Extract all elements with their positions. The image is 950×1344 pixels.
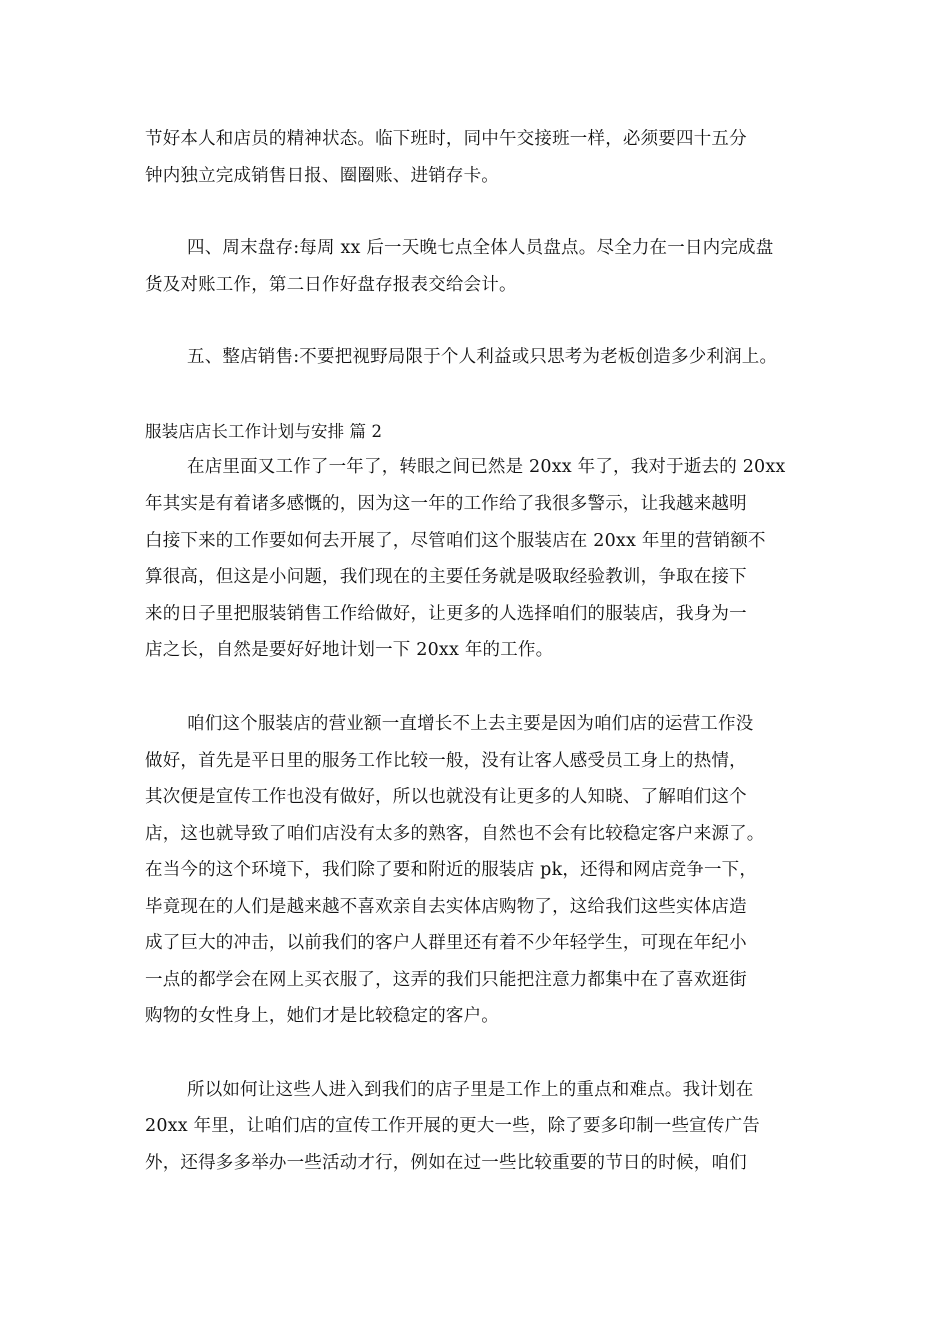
text-line: 在店里面又工作了一年了，转眼之间已然是 20xx 年了，我对于逝去的 20xx	[187, 457, 786, 477]
text-line: 20xx 年里，让咱们店的宣传工作开展的更大一些，除了要多印制一些宣传广告	[145, 1116, 760, 1136]
text-line: 店之长，自然是要好好地计划一下 20xx 年的工作。	[145, 640, 554, 660]
text-line: 在当今的这个环境下，我们除了要和附近的服装店 pk，还得和网店竞争一下，	[145, 860, 758, 880]
text-line: 节好本人和店员的精神状态。临下班时，同中午交接班一样，必须要四十五分	[145, 129, 747, 149]
text-line: 年其实是有着诸多感慨的，因为这一年的工作给了我很多警示，让我越来越明	[145, 494, 747, 514]
text-line: 外，还得多多举办一些活动才行，例如在过一些比较重要的节日的时候，咱们	[145, 1153, 747, 1173]
text-line: 四、周末盘存:每周 xx 后一天晚七点全体人员盘点。尽全力在一日内完成盘	[187, 238, 774, 258]
text-line: 其次便是宣传工作也没有做好，所以也就没有让更多的人知晓、了解咱们这个	[145, 787, 747, 807]
text-line: 来的日子里把服装销售工作给做好，让更多的人选择咱们的服装店，我身为一	[145, 604, 747, 624]
text-line: 成了巨大的冲击，以前我们的客户人群里还有着不少年轻学生，可现在年纪小	[145, 933, 747, 953]
text-line: 店，这也就导致了咱们店没有太多的熟客，自然也不会有比较稳定客户来源了。	[145, 824, 765, 844]
text-line: 五、整店销售:不要把视野局限于个人利益或只思考为老板创造多少利润上。	[187, 347, 778, 367]
text-line: 货及对账工作，第二日作好盘存报表交给会计。	[145, 275, 517, 295]
section-heading: 服装店店长工作计划与安排 篇 2	[145, 422, 383, 441]
text-line: 一点的都学会在网上买衣服了，这弄的我们只能把注意力都集中在了喜欢逛街	[145, 970, 747, 990]
text-line: 算很高，但这是小问题，我们现在的主要任务就是吸取经验教训，争取在接下	[145, 567, 747, 587]
text-line: 白接下来的工作要如何去开展了，尽管咱们这个服装店在 20xx 年里的营销额不	[145, 531, 766, 551]
text-line: 毕竟现在的人们是越来越不喜欢亲自去实体店购物了，这给我们这些实体店造	[145, 897, 747, 917]
text-line: 购物的女性身上，她们才是比较稳定的客户。	[145, 1006, 499, 1026]
text-line: 钟内独立完成销售日报、圈圈账、进销存卡。	[145, 166, 499, 186]
text-line: 做好，首先是平日里的服务工作比较一般，没有让客人感受员工身上的热情，	[145, 751, 747, 771]
text-line: 咱们这个服装店的营业额一直增长不上去主要是因为咱们店的运营工作没	[187, 714, 754, 734]
text-line: 所以如何让这些人进入到我们的店子里是工作上的重点和难点。我计划在	[187, 1080, 754, 1100]
